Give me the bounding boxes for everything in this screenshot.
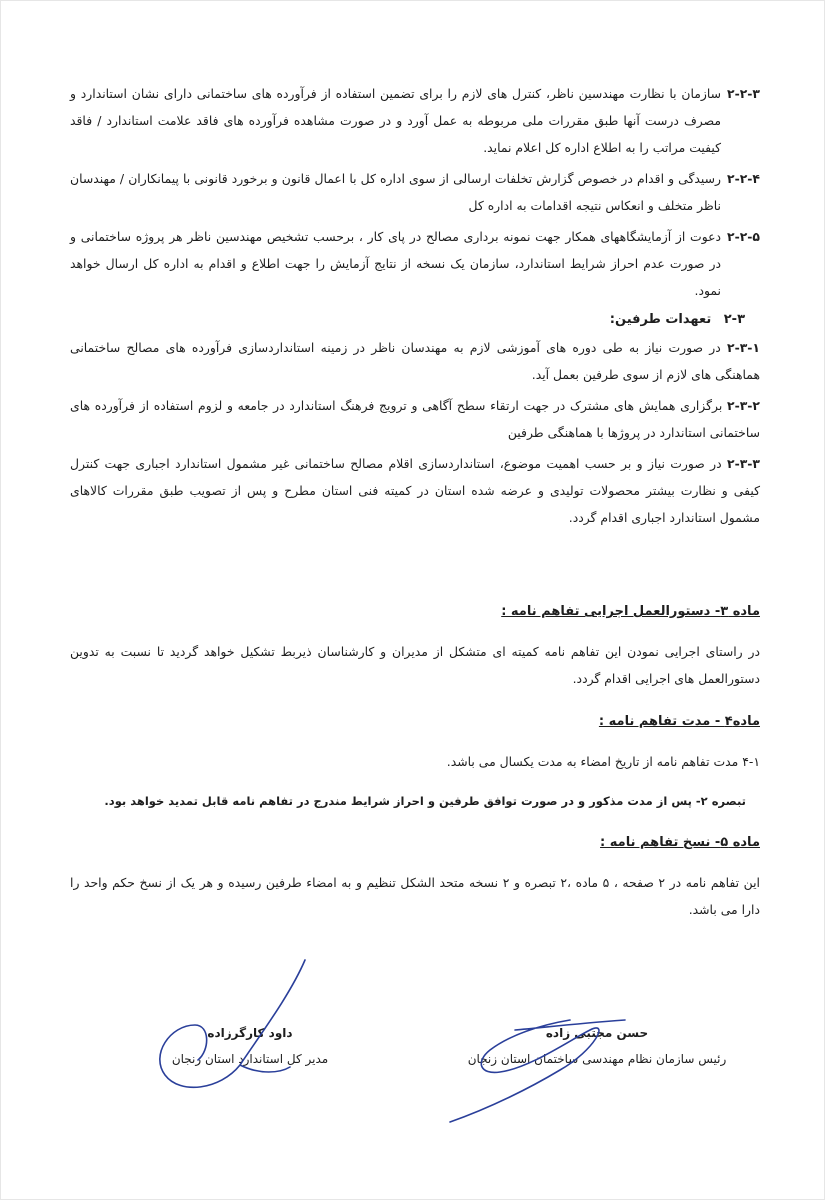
clause-2-2-4 [70, 165, 760, 219]
clause-number: ۲-۲-۵ [727, 229, 760, 244]
clause-number: ۲-۲-۴ [727, 171, 760, 186]
signatory-name: داود کارگرزاده [207, 1026, 293, 1040]
document-body [70, 80, 760, 535]
article-4-title: ماده۴ - مدت تفاهم نامه : [598, 714, 760, 729]
signatory-title: مدیر کل استاندارد استان زنجان [171, 1052, 329, 1066]
clause-text: در صورت نیاز و بر حسب اهمیت موضوع، استانداردسازی اقلام مصالح ساختمانی غیر مشمول استاندارد اجباری جهت کنترل کیفی و نظارت بیشتر محصولات تولیدی و عرضه شده استان در کمیته فنی استان مطرح و پس از تصویب طبق مقررات کالاهای مشمول استاندارد اجباری اقدام گردد. [70, 456, 760, 525]
article-3-title: ماده ۳- دستورالعمل اجرایی تفاهم نامه : [501, 604, 760, 619]
clause-text: دعوت از آزمایشگاههای همکار جهت نمونه برداری مصالح در پای کار ، برحسب تشخیص مهندسین ناظر هر پروژه ساختمانی و در صورت عدم احراز شرایط استاندارد، سازمان یک نسخه از نتایج آزمایش را جهت اطلاع و اقدام به اداره کل ارسال خواهد نمود. [70, 229, 722, 298]
articles-block [70, 600, 760, 923]
section-number: ۲-۳ [723, 312, 745, 327]
clause-text: سازمان با نظارت مهندسین ناظر، کنترل های لازم را برای تضمین استفاده از فرآورده های ساختمانی دارای نشان استاندارد و مصرف درست آنها طبق مقررات ملی مربوطه به عمل آورد و در صورت مشاهده فرآورده های فاقد علامت استاندارد / فاقد کیفیت مراتب را به اطلاع اداره کل اعلام نماید. [70, 86, 722, 155]
clause-text: رسیدگی و اقدام در خصوص گزارش تخلفات ارسالی از سوی اداره کل با اعمال قانون و برخورد قانونی با پیمانکاران / مهندسان ناظر متخلف و انعکاس نتیجه اقدامات به اداره کل [70, 171, 722, 213]
article-4-note: تبصره ۲- پس از مدت مذکور و در صورت توافق طرفین و احراز شرایط مندرج در تفاهم نامه قابل تمدید خواهد بود. [104, 794, 746, 808]
signatory-name: حسن مجتبی زاده [545, 1026, 649, 1040]
clause-2-2-5 [70, 223, 760, 304]
article-5-title: ماده ۵- نسخ تفاهم نامه : [600, 835, 760, 850]
clause-number: ۲-۳-۳ [727, 456, 760, 471]
clause-number: ۲-۳-۱ [727, 340, 760, 355]
clause-text: برگزاری همایش های مشترک در جهت ارتقاء سطح آگاهی و ترویج فرهنگ استاندارد در جامعه و لزوم استفاده از فرآورده های ساختمانی استاندارد در پروژها با هماهنگی طرفین [70, 398, 760, 440]
clause-number: ۲-۲-۳ [727, 86, 760, 101]
article-4-item: ۴-۱ مدت تفاهم نامه از تاریخ امضاء به مدت یکسال می باشد. [446, 754, 760, 769]
clause-2-2-3 [70, 80, 760, 161]
signatory-title: رئیس سازمان نظام مهندسی ساختمان استان زنجان [467, 1052, 727, 1066]
signature-left [140, 1020, 360, 1072]
clause-2-3-1 [70, 334, 760, 388]
section-heading [70, 308, 745, 332]
clause-2-3-2 [70, 392, 760, 446]
article-3-text: در راستای اجرایی نمودن این تفاهم نامه کمیته ای متشکل از مدیران و کارشناسان ذیربط تشکیل خواهد گردید تا نسبت به تدوین دستورالعمل های اجرایی اقدام گردد. [70, 644, 760, 686]
clause-text: در صورت نیاز به طی دوره های آموزشی لازم به مهندسان ناظر در زمینه استانداردسازی فرآورده های مصالح ساختمانی هماهنگی های لازم از سوی طرفین بعمل آید. [70, 340, 760, 382]
clause-number: ۲-۳-۲ [727, 398, 760, 413]
signature-right [457, 1020, 737, 1072]
article-5-text: این تفاهم نامه در ۲ صفحه ، ۵ ماده ،۲ تبصره و ۲ نسخه متحد الشکل تنظیم و به امضاء طرفین رسیده و هر یک از نسخ حکم واحد را دارا می باشد. [70, 875, 760, 917]
clause-2-3-3 [70, 450, 760, 531]
signatures-block [0, 1020, 825, 1120]
section-title: تعهدات طرفین: [609, 312, 712, 327]
